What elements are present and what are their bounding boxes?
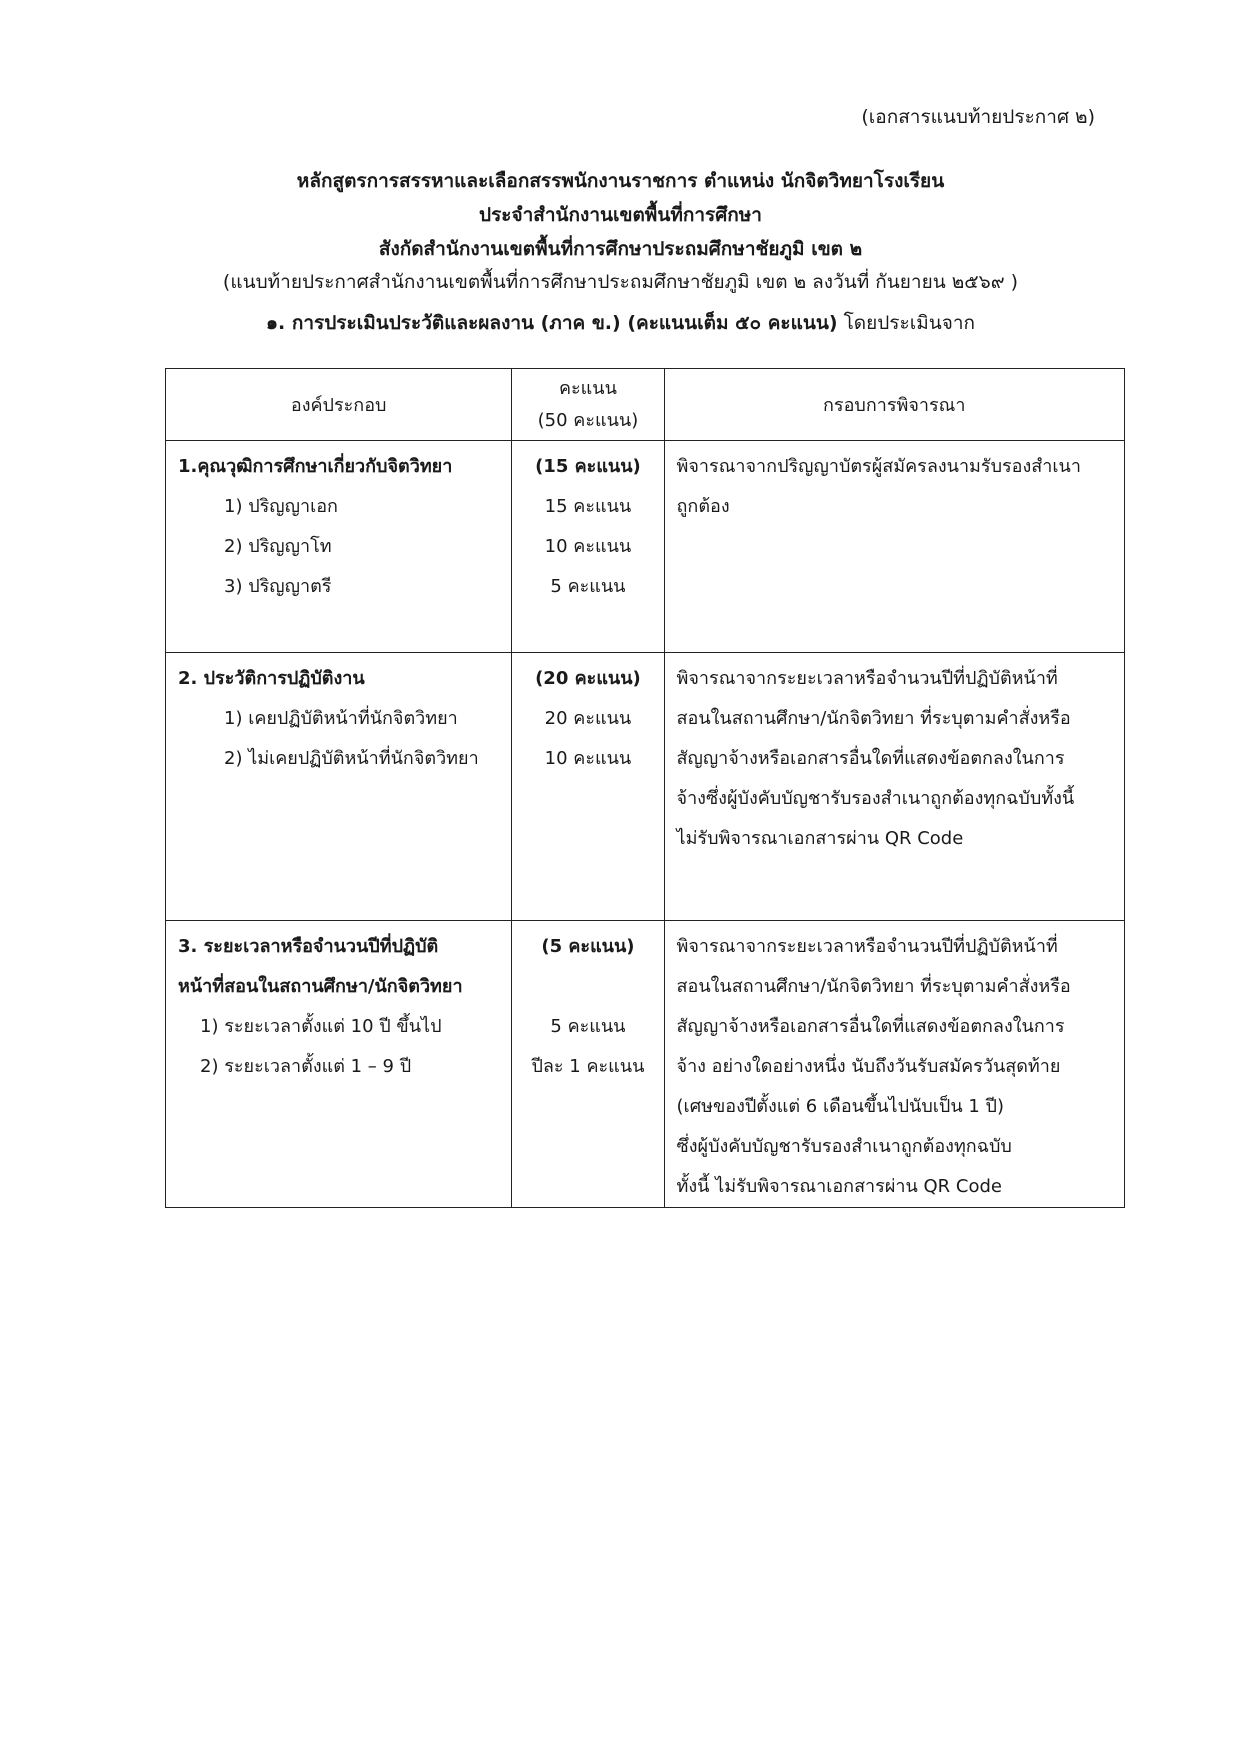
row3-score: [512, 921, 664, 1208]
row1-total: (15 คะแนน): [535, 456, 641, 477]
row3-total: (5 คะแนน): [541, 936, 635, 957]
row1-item1: 1) ปริญญาเอก: [224, 496, 338, 517]
row2-title: 2. ประวัติการปฏิบัติงาน: [178, 668, 365, 689]
row1-item3: 3) ปริญญาตรี: [224, 576, 332, 597]
row3-criteria-line: จ้าง อย่างใดอย่างหนึ่ง นับถึงวันรับสมัครวันสุดท้าย: [676, 1056, 1061, 1077]
header-score-line1: คะแนน: [558, 377, 617, 399]
row2-criteria-line: พิจารณาจากระยะเวลาหรือจำนวนปีที่ปฏิบัติหน้าที่: [676, 668, 1058, 689]
row3-title-line2: หน้าที่สอนในสถานศึกษา/นักจิตวิทยา: [178, 976, 463, 997]
row1-score: [512, 441, 664, 653]
section-heading: [0, 307, 1241, 339]
row2-score1: 20 คะแนน: [544, 708, 632, 729]
row2-item2: 2) ไม่เคยปฏิบัติหน้าที่นักจิตวิทยา: [224, 748, 479, 769]
row3-score2: ปีละ 1 คะแนน: [531, 1056, 645, 1077]
document-subtitle-agency: สังกัดสำนักงานเขตพื้นที่การศึกษาประถมศึกษาชัยภูมิ เขต ๒: [378, 238, 863, 260]
row3-item2: 2) ระยะเวลาตั้งแต่ 1 – 9 ปี: [200, 1056, 412, 1077]
row1-criteria: [664, 441, 1124, 653]
row1-component: [166, 441, 512, 653]
document-subtitle-office: ประจำสำนักงานเขตพื้นที่การศึกษา: [479, 204, 762, 226]
row2-score2: 10 คะแนน: [544, 748, 632, 769]
document-reference: (เอกสารแนบท้ายประกาศ ๒): [861, 106, 1095, 128]
row3-title-line1: 3. ระยะเวลาหรือจำนวนปีที่ปฏิบัติ: [178, 936, 439, 957]
document-title: หลักสูตรการสรรหาและเลือกสรรพนักงานราชการ ตำแหน่ง นักจิตวิทยาโรงเรียน: [296, 170, 945, 192]
row2-criteria: [664, 653, 1124, 921]
header-component: องค์ประกอบ: [166, 369, 512, 441]
row3-criteria-line: ทั้งนี้ ไม่รับพิจารณาเอกสารผ่าน QR Code: [676, 1176, 1002, 1197]
header-score-line2: (50 คะแนน): [537, 409, 639, 431]
document-annex-note: (แนบท้ายประกาศสำนักงานเขตพื้นที่การศึกษาประถมศึกษาชัยภูมิ เขต ๒ ลงวันที่ กันยายน ๒๕๖๙ ): [222, 271, 1019, 293]
row1-score1: 15 คะแนน: [544, 496, 632, 517]
header-criteria: กรอบการพิจารณา: [664, 369, 1124, 441]
row3-criteria-line: สอนในสถานศึกษา/นักจิตวิทยา ที่ระบุตามคำสั่งหรือ: [676, 976, 1071, 997]
row1-title: 1.คุณวุฒิการศึกษาเกี่ยวกับจิตวิทยา: [178, 456, 453, 477]
row2-criteria-line: ไม่รับพิจารณาเอกสารผ่าน QR Code: [676, 828, 964, 849]
section-heading-suffix: โดยประเมินจาก: [837, 312, 976, 334]
row1-item2: 2) ปริญญาโท: [224, 536, 332, 557]
row3-criteria-line: พิจารณาจากระยะเวลาหรือจำนวนปีที่ปฏิบัติหน้าที่: [676, 936, 1058, 957]
row2-criteria-line: สอนในสถานศึกษา/นักจิตวิทยา ที่ระบุตามคำสั่งหรือ: [676, 708, 1071, 729]
table-row: [166, 441, 1125, 653]
row1-score2: 10 คะแนน: [544, 536, 632, 557]
row3-criteria-line: ซึ่งผู้บังคับบัญชารับรองสำเนาถูกต้องทุกฉบับ: [676, 1136, 1012, 1157]
row3-score-spacer: [524, 967, 651, 1007]
row3-component: [166, 921, 512, 1208]
table-row: [166, 921, 1125, 1208]
row3-criteria-line: สัญญาจ้างหรือเอกสารอื่นใดที่แสดงข้อตกลงในการ: [676, 1016, 1065, 1037]
evaluation-table: [165, 368, 1125, 1208]
row3-criteria: [664, 921, 1124, 1208]
table-row: [166, 653, 1125, 921]
row1-criteria-line: ถูกต้อง: [676, 496, 730, 517]
row1-score3: 5 คะแนน: [550, 576, 626, 597]
header-score: [512, 369, 664, 441]
table-header-row: [166, 369, 1125, 441]
row2-component: [166, 653, 512, 921]
row2-item1: 1) เคยปฏิบัติหน้าที่นักจิตวิทยา: [224, 708, 458, 729]
row2-criteria-line: จ้างซึ่งผู้บังคับบัญชารับรองสำเนาถูกต้องทุกฉบับทั้งนี้: [676, 788, 1075, 809]
row3-score1: 5 คะแนน: [550, 1016, 626, 1037]
row1-criteria-line: พิจารณาจากปริญญาบัตรผู้สมัครลงนามรับรองสำเนา: [676, 456, 1081, 477]
row2-total: (20 คะแนน): [535, 668, 641, 689]
row2-criteria-line: สัญญาจ้างหรือเอกสารอื่นใดที่แสดงข้อตกลงในการ: [676, 748, 1065, 769]
section-heading-bold: ๑. การประเมินประวัติและผลงาน (ภาค ข.) (คะแนนเต็ม ๕๐ คะแนน): [265, 312, 838, 334]
row2-score: [512, 653, 664, 921]
row3-criteria-line: (เศษของปีตั้งแต่ 6 เดือนขึ้นไปนับเป็น 1 ปี): [676, 1096, 1004, 1117]
row3-item1: 1) ระยะเวลาตั้งแต่ 10 ปี ขึ้นไป: [200, 1016, 442, 1037]
